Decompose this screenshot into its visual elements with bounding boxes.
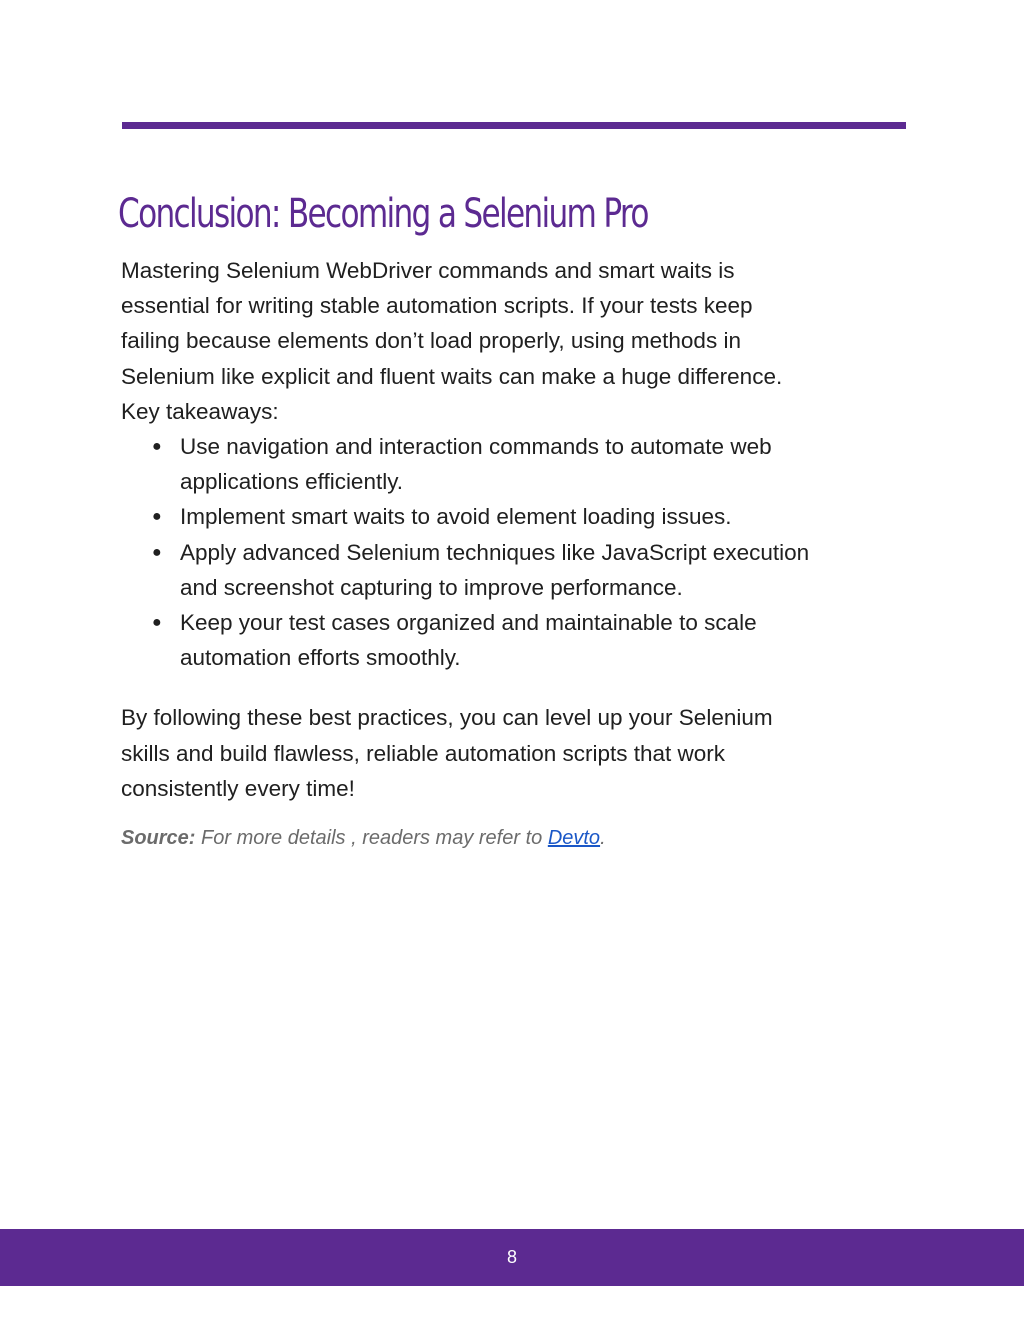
source-label: Source: [121, 827, 196, 849]
source-end: . [600, 827, 606, 849]
bullet-icon: ● [152, 438, 162, 456]
bullet-icon: ● [152, 508, 162, 526]
source-note [121, 822, 606, 854]
intro-line: essential for writing stable automation scripts. If your tests keep [121, 293, 753, 319]
list-item: ● Keep your test cases organized and maintainable to scale automation efforts smoothly. [180, 605, 891, 675]
intro-line: Mastering Selenium WebDriver commands and smart waits is [121, 258, 735, 283]
intro-line: Selenium like explicit and fluent waits can make a huge difference. [121, 363, 783, 389]
body-text [121, 253, 891, 806]
intro-paragraph [121, 253, 891, 429]
closing-paragraph [121, 700, 891, 806]
list-item: ● Use navigation and interaction commands to automate web applications efficiently. [180, 429, 891, 499]
source-text: For more details , readers may refer to [195, 827, 548, 849]
top-divider [122, 122, 906, 129]
page-title: Conclusion: Becoming a Selenium Pro [118, 191, 648, 237]
list-item: ● Apply advanced Selenium techniques like JavaScript execution and screenshot capturing to improve performance. [180, 535, 891, 605]
closing-line: By following these best practices, you can level up your Selenium [121, 705, 773, 731]
bullet-icon: ● [152, 543, 162, 561]
takeaways-list [121, 429, 891, 675]
page-number: 8 [506, 1247, 517, 1267]
list-item: ● Implement smart waits to avoid element loading issues. [180, 499, 891, 534]
intro-line: Key takeaways: [121, 398, 279, 424]
closing-line: skills and build flawless, reliable automation scripts that work [121, 740, 726, 766]
bullet-icon: ● [152, 614, 162, 632]
devto-link[interactable]: Devto [547, 827, 601, 849]
intro-line: failing because elements don’t load properly, using methods in [121, 328, 741, 354]
closing-line: consistently every time! [121, 775, 355, 801]
